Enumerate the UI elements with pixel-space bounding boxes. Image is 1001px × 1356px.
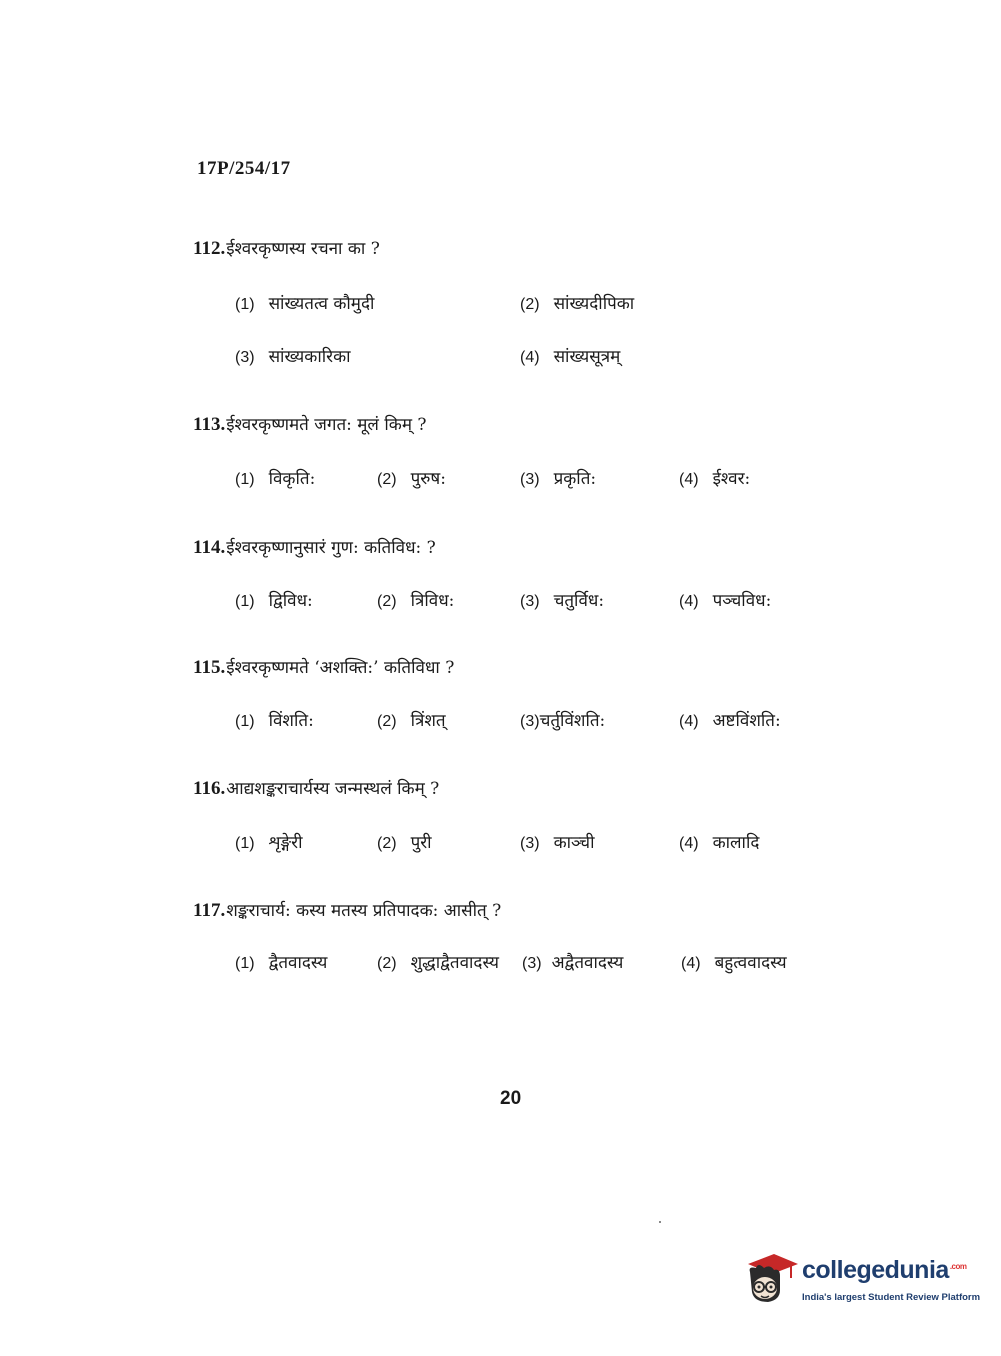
option-113-2: (2) पुरुष: bbox=[377, 469, 446, 489]
collegedunia-logo bbox=[740, 1250, 981, 1310]
option-115-4: (4) अष्टविंशति: bbox=[679, 711, 781, 731]
option-114-2: (2) त्रिविध: bbox=[377, 591, 455, 611]
logo-wordmark: collegedunia$^{.com}$ bbox=[802, 1256, 967, 1284]
question-112 bbox=[193, 236, 380, 260]
question-text: ईश्वरकृष्णानुसारं गुण: कतिविध: ? bbox=[226, 538, 436, 558]
option-116-1: (1) शृङ्गेरी bbox=[235, 833, 303, 853]
option-112-2: (2) सांख्यदीपिका bbox=[520, 294, 635, 314]
paper-code: 17P/254/17 bbox=[197, 158, 291, 179]
option-114-1: (1) द्विविध: bbox=[235, 591, 313, 611]
option-112-4: (4) सांख्यसूत्रम् bbox=[520, 347, 621, 367]
question-number: 112. bbox=[193, 238, 226, 259]
question-115 bbox=[193, 655, 454, 679]
option-115-2: (2) त्रिंशत् bbox=[377, 711, 446, 731]
option-115-1: (1) विंशति: bbox=[235, 711, 314, 731]
option-117-4: (4) बहुत्ववादस्य bbox=[681, 953, 787, 973]
option-117-2: (2) शुद्धाद्वैतवादस्य bbox=[377, 953, 499, 973]
question-number: 117. bbox=[193, 900, 226, 921]
option-117-1: (1) द्वैतवादस्य bbox=[235, 953, 328, 973]
question-113 bbox=[193, 412, 427, 436]
question-text: ईश्वरकृष्णस्य रचना का ? bbox=[226, 239, 380, 259]
option-114-4: (4) पञ्चविध: bbox=[679, 591, 772, 611]
option-114-3: (3) चतुर्विध: bbox=[520, 591, 605, 611]
option-113-4: (4) ईश्वर: bbox=[679, 469, 751, 489]
mascot-icon bbox=[740, 1250, 800, 1310]
option-116-4: (4) कालादि bbox=[679, 833, 760, 853]
option-117-3: (3) अद्वैतवादस्य bbox=[522, 953, 624, 973]
question-text: आद्यशङ्कराचार्यस्य जन्मस्थलं किम् ? bbox=[226, 779, 440, 799]
option-115-3: (3) चर्तुविंशति: bbox=[520, 711, 606, 731]
question-number: 115. bbox=[193, 657, 226, 678]
scan-speck bbox=[659, 1221, 661, 1223]
option-113-3: (3) प्रकृति: bbox=[520, 469, 597, 489]
question-117 bbox=[193, 898, 501, 922]
option-112-1: (1) सांख्यतत्व कौमुदी bbox=[235, 294, 375, 314]
question-number: 116. bbox=[193, 778, 226, 799]
question-116 bbox=[193, 776, 439, 800]
option-112-3: (3) सांख्यकारिका bbox=[235, 347, 351, 367]
question-text: ईश्वरकृष्णमते जगत: मूलं किम् ? bbox=[226, 415, 427, 435]
question-text: शङ्कराचार्य: कस्य मतस्य प्रतिपादक: आसीत् ? bbox=[226, 901, 502, 921]
option-116-2: (2) पुरी bbox=[377, 833, 432, 853]
logo-tagline: India's largest Student Review Platform bbox=[802, 1292, 981, 1303]
option-113-1: (1) विकृति: bbox=[235, 469, 316, 489]
option-116-3: (3) काञ्ची bbox=[520, 833, 595, 853]
page-number: 20 bbox=[500, 1088, 522, 1109]
question-114 bbox=[193, 535, 436, 559]
question-number: 114. bbox=[193, 537, 226, 558]
question-text: ईश्वरकृष्णमते ‘अशक्ति:’ कतिविधा ? bbox=[226, 658, 455, 678]
question-number: 113. bbox=[193, 414, 226, 435]
